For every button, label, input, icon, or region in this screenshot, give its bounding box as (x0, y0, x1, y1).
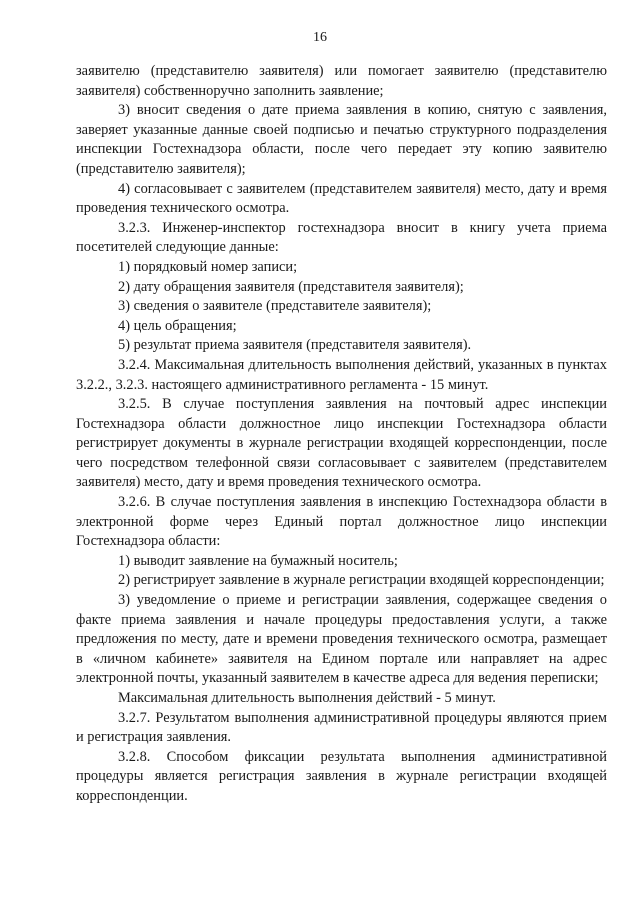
list-item: 5) результат приема заявителя (представителя заявителя). (118, 337, 472, 354)
page-number: 16 (313, 30, 327, 45)
paragraph: 3.2.8. Способом фиксации результата выполнения административной процедуры является регистрация заявления в журнале регистрации входящей корреспонденции. (76, 748, 607, 804)
list-item: 4) цель обращения; (118, 317, 237, 334)
paragraph: 3.2.3. Инженер-инспектор гостехнадзора вносит в книгу учета приема посетителей следующие данные: (76, 219, 607, 256)
paragraph: 3.2.6. В случае поступления заявления в инспекцию Гостехнадзора области в электронной форме через Единый портал должностное лицо инспекции Гостехнадзора области: (76, 494, 607, 550)
document-body (76, 62, 607, 807)
list-item: 1) выводит заявление на бумажный носитель; (118, 552, 398, 569)
paragraph: Максимальная длительность выполнения действий - 5 минут. (118, 690, 496, 706)
paragraph: 3.2.7. Результатом выполнения административной процедуры являются прием и регистрация заявления. (76, 709, 607, 746)
paragraph: 3.2.5. В случае поступления заявления на почтовый адрес инспекции Гостехнадзора области должностное лицо инспекции Гостехнадзора области регистрирует документы в журнале регистрации входящей корреспонденции, после чего посредством телефонной связи согласовывает с заявителем (представителем заявителя) место, дату и время проведения технического осмотра. (76, 396, 607, 491)
list-item: 3) уведомление о приеме и регистрации заявления, содержащее сведения о факте приема заявления и начале процедуры предоставления услуги, а также предложения по месту, дате и времени проведения технического осмотра, размещает в «личном кабинете» заявителя на Едином портале или направляет на адрес электронной почты, указанный заявителем в качестве адреса для ведения переписки; (76, 592, 607, 687)
paragraph: 3) вносит сведения о дате приема заявления в копию, снятую с заявления, заверяет указанные данные своей подписью и печатью структурного подразделения инспекции Гостехнадзора области, после чего передает эту копию заявителю (представителю заявителя); (76, 102, 607, 177)
list-item: 1) порядковый номер записи; (118, 258, 298, 275)
list-item: 2) регистрирует заявление в журнале регистрации входящей корреспонденции; (118, 572, 605, 589)
list-item: 2) дату обращения заявителя (представителя заявителя); (118, 278, 464, 295)
paragraph: заявителю (представителю заявителя) или помогает заявителю (представителю заявителя) собственноручно заполнить заявление; (76, 63, 607, 99)
list-item: 3) сведения о заявителе (представителе заявителя); (118, 298, 432, 315)
paragraph: 4) согласовывает с заявителем (представителем заявителя) место, дату и время проведения технического осмотра. (76, 180, 607, 217)
paragraph: 3.2.4. Максимальная длительность выполнения действий, указанных в пунктах 3.2.2., 3.2.3. настоящего административного регламента - 15 минут. (76, 356, 607, 393)
